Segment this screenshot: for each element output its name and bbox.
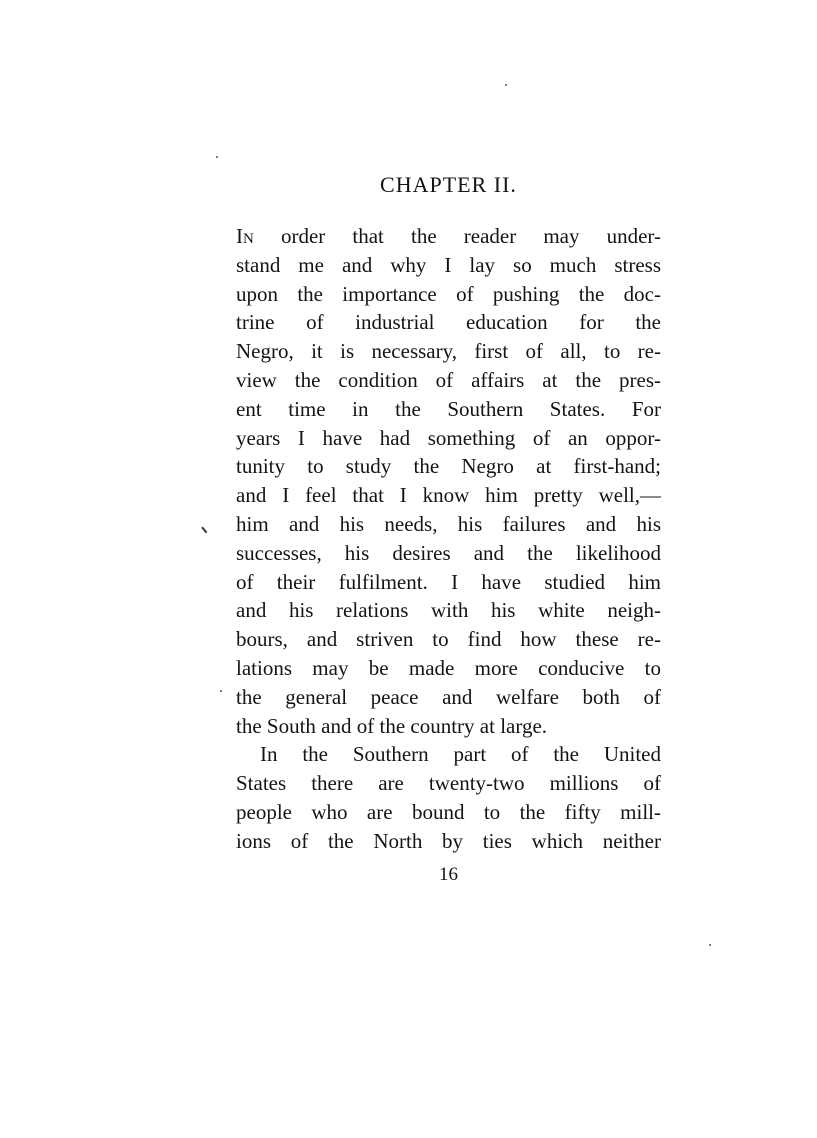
text-line: people who are bound to the fifty mill-: [236, 799, 661, 824]
scan-speck: [216, 156, 218, 158]
text-line: and I feel that I know him pretty well,—: [236, 483, 661, 508]
scan-mark: [202, 527, 208, 533]
text-line: view the condition of affairs at the pres-: [236, 367, 661, 392]
text-line: upon the importance of pushing the doc-: [236, 281, 661, 306]
text-line: In order that the reader may under-: [236, 224, 661, 248]
text-line: the South and of the country at large.: [236, 713, 548, 738]
scan-speck: [505, 84, 507, 86]
body-text: [236, 222, 661, 856]
text-line: and his relations with his white neigh-: [236, 598, 661, 623]
text-line: tunity to study the Negro at first-hand;: [236, 454, 661, 479]
chapter-title: CHAPTER II.: [380, 172, 517, 197]
text-line: of their fulfilment. I have studied him: [236, 569, 661, 594]
text-line: In the Southern part of the United: [260, 742, 661, 767]
page-number: 16: [439, 864, 458, 885]
drop-word: In: [236, 224, 254, 248]
text-line: the general peace and welfare both of: [236, 684, 661, 709]
scan-speck: [709, 944, 711, 946]
text-line: years I have had something of an oppor-: [236, 425, 661, 450]
text-line: States there are twenty-two millions of: [236, 771, 661, 796]
scan-speck: [220, 690, 222, 692]
text-line: Negro, it is necessary, first of all, to re-: [236, 339, 661, 364]
text-line: trine of industrial education for the: [236, 310, 661, 335]
text-line: ent time in the Southern States. For: [236, 396, 661, 421]
text-line: stand me and why I lay so much stress: [236, 252, 661, 277]
text-line: ions of the North by ties which neither: [236, 828, 661, 853]
text-line: lations may be made more conducive to: [236, 655, 661, 680]
text-line: bours, and striven to find how these re-: [236, 627, 661, 652]
text-line: him and his needs, his failures and his: [236, 511, 661, 536]
text-line: successes, his desires and the likelihood: [236, 540, 661, 565]
